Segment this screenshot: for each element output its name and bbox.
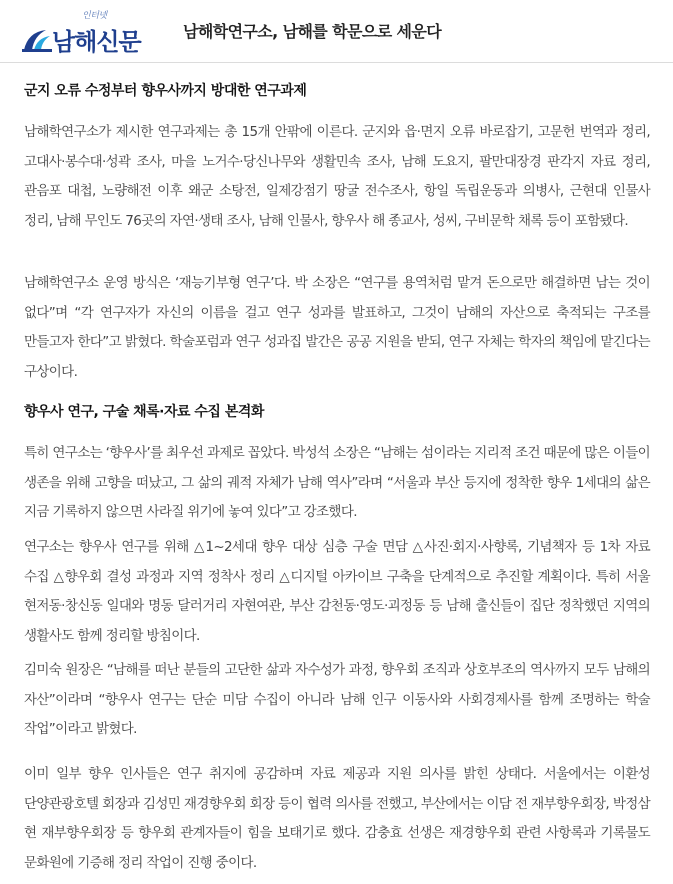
logo-subtext: 인터넷	[82, 11, 107, 21]
paragraph-2: 남해학연구소 운영 방식은 ‘재능기부형 연구’다. 박 소장은 “연구를 용역처럼 맡겨 돈으로만 해결하면 남는 것이 없다”며 “각 연구자가 자신의 이름을 걸고 연구 성과를 발표하고, 그것이 남해의 자산으로 축적되는 구조를 만들고자 한다”고 밝혔다. 학술포럼과 연구 성과집 발간은 공공 지원을 받되, 연구 자체는 학자의 책임에 맡긴다는 구상이다.	[24, 275, 650, 380]
site-logo[interactable]	[22, 8, 152, 54]
page-title: 남해학연구소, 남해를 학문으로 세운다	[183, 22, 442, 41]
section-heading-2: 향우사 연구, 구술 채록·자료 수집 본격화	[24, 404, 264, 420]
section-heading-1: 군지 오류 수정부터 향우사까지 방대한 연구과제	[24, 83, 307, 99]
logo-name: 남해신문	[52, 28, 141, 56]
paragraph-6: 이미 일부 향우 인사들은 연구 취지에 공감하며 자료 제공과 지원 의사를 밝힌 상태다. 서울에서는 이환성 단양관광호텔 회장과 김성민 재경향우회 회장 등이 협력 의사를 전했고, 부산에서는 이담 전 재부향우회장, 박정삼 현 재부향우회장 등 향우회 관계자들이 힘을 보태기로 했다. 감충효 선생은 재경향우회 관련 사항록과 기록물도 문화원에 기증해 정리 작업이 진행 중이다.	[24, 766, 650, 871]
logo-mark-icon	[22, 26, 52, 52]
paragraph-4: 연구소는 향우사 연구를 위해 △1~2세대 향우 대상 심층 구술 면담 △사진·회지·사향록, 기념책자 등 1차 자료 수집 △향우회 결성 과정과 지역 정착사 정리 △디지털 아카이브 구축을 단계적으로 추진할 계획이다. 특히 서울 현저동·창신동 일대와 명동 달러거리 자현여관, 부산 감천동·영도·괴정동 등 남해 출신들이 집단 정착했던 지역의 생활사도 함께 정리할 방침이다.	[24, 539, 650, 644]
paragraph-5: 김미숙 원장은 “남해를 떠난 분들의 고단한 삶과 자수성가 과정, 향우회 조직과 상호부조의 역사까지 모두 남해의 자산”이라며 “향우사 연구는 단순 미담 수집이 아니라 남해 인구 이동사와 사회경제사를 함께 조명하는 학술 작업”이라고 밝혔다.	[24, 662, 650, 737]
paragraph-1: 남해학연구소가 제시한 연구과제는 총 15개 안팎에 이른다. 군지와 읍·면지 오류 바로잡기, 고문헌 번역과 정리, 고대사·봉수대·성곽 조사, 마을 노거수·당신나무와 생활민속 조사, 남해 도요지, 팔만대장경 판각지 자료 정리, 관음포 대첩, 노량해전 이후 왜군 소탕전, 일제강점기 땅굴 전수조사, 항일 독립운동과 의병사, 근현대 인물사 정리, 남해 무인도 76곳의 자연·생태 조사, 남해 인물사, 향우사 해 종교사, 성씨, 구비문학 채록 등이 포함됐다.	[24, 124, 650, 229]
site-header	[0, 0, 673, 63]
paragraph-3: 특히 연구소는 ‘향우사’를 최우선 과제로 꼽았다. 박성석 소장은 “남해는 섬이라는 지리적 조건 때문에 많은 이들이 생존을 위해 고향을 떠났고, 그 삶의 궤적 자체가 남해 역사”라며 “서울과 부산 등지에 정착한 향우 1세대의 삶은 지금 기록하지 않으면 사라질 위기에 놓여 있다”고 강조했다.	[24, 445, 650, 520]
